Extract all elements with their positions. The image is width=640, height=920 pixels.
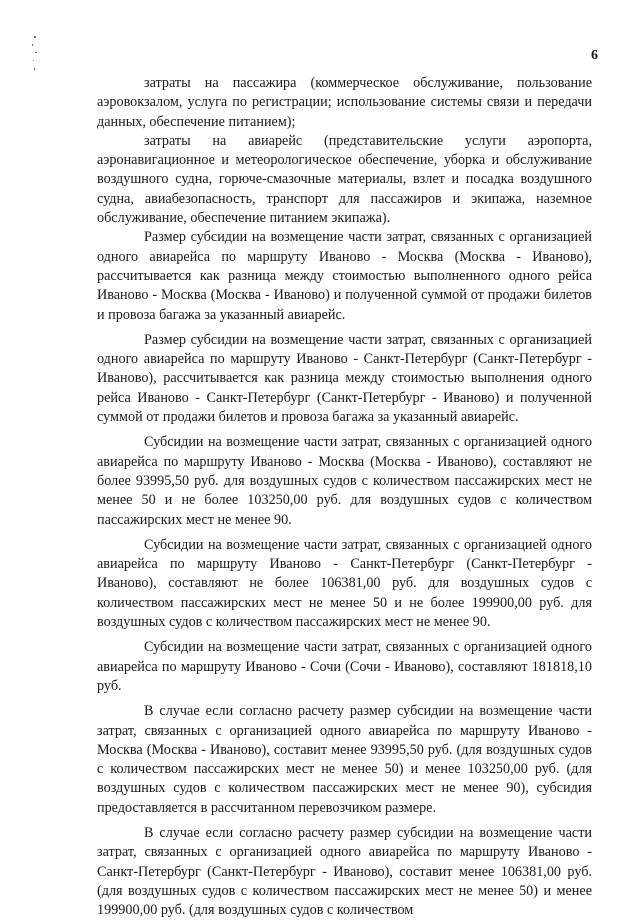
document-body <box>97 74 592 920</box>
paragraph-passenger-costs: затраты на пассажира (коммерческое обслуживание, пользование аэровокзалом, услуга по регистрации; использование системы связи и передачи данных, обеспечение питанием); <box>97 75 592 130</box>
scan-speck <box>35 52 37 53</box>
paragraph-subsidy-limit-moscow: Субсидии на возмещение части затрат, связанных с организацией одного авиарейса по маршруту Иваново - Москва (Москва - Иваново), составляют не более 93995,50 руб. для воздушных судов с количеством пассажирских мест не менее 50 и не более 103250,00 руб. для воздушных судов с количеством пассажирских мест не менее 90. <box>97 434 592 528</box>
paragraph-subsidy-size-spb: Размер субсидии на возмещение части затрат, связанных с организацией одного авиарейса по маршруту Иваново - Санкт-Петербург (Санкт-Петербург - Иваново), рассчитывается как разница между стоимостью выполнения одного рейса Иваново - Санкт-Петербург (Санкт-Петербург - Иваново) и полученной суммой от продажи билетов и провоза багажа за указанный авиарейс. <box>97 331 592 426</box>
paragraph-subsidy-sochi: Субсидии на возмещение части затрат, связанных с организацией одного авиарейса по маршруту Иваново - Сочи (Сочи - Иваново), составляют 181818,10 руб. <box>97 639 592 694</box>
paragraph-subsidy-size-moscow: Размер субсидии на возмещение части затрат, связанных с организацией одного авиарейса по маршруту Иваново - Москва (Москва - Иваново), рассчитывается как разница между стоимостью выполненного одного рейса Иваново - Москва (Москва - Иваново) и полученной суммой от продажи билетов и провоза багажа за указанный авиарейс. <box>97 229 592 323</box>
paragraph-case-spb: В случае если согласно расчету размер субсидии на возмещение части затрат, связанных с организацией одного авиарейса по маршруту Иваново - Санкт-Петербург (Санкт-Петербург - Иваново), составит менее 106381,00 руб. (для воздушных судов с количеством пассажирских мест не менее 50) и менее 199900,00 руб. (для воздушных судов с количеством <box>97 824 592 919</box>
scan-speck <box>34 68 35 70</box>
paragraph-case-moscow: В случае если согласно расчету размер субсидии на возмещение части затрат, связанных с организацией одного авиарейса по маршруту Иваново - Москва (Москва - Иваново), составит менее 93995,50 руб. (для воздушных судов с количеством пассажирских мест не менее 50) и менее 103250,00 руб. (для воздушных судов с количеством пассажирских мест не менее 90), субсидия предоставляется в рассчитанном перевозчиком размере. <box>97 703 592 816</box>
page-number: 6 <box>591 48 598 63</box>
scan-speck <box>32 44 33 46</box>
scan-speck <box>33 60 34 61</box>
scan-speck <box>34 36 36 38</box>
paragraph-subsidy-limit-spb: Субсидии на возмещение части затрат, связанных с организацией одного авиарейса по маршруту Иваново - Санкт-Петербург (Санкт-Петербург - Иваново), составляют не более 106381,00 руб. для воздушных судов с количеством пассажирских мест не менее 50 и не более 199900,00 руб. для воздушных судов с количеством пассажирских мест не менее 90. <box>97 536 592 631</box>
paragraph-flight-costs: затраты на авиарейс (представительские услуги аэропорта, аэронавигационное и метеорологическое обеспечение, уборка и обслуживание воздушного судна, горюче-смазочные материалы, взлет и посадка воздушного судна, авиабезопасность, транспорт для пассажиров и экипажа, наземное обслуживание, обеспечение питанием экипажа). <box>97 132 592 227</box>
